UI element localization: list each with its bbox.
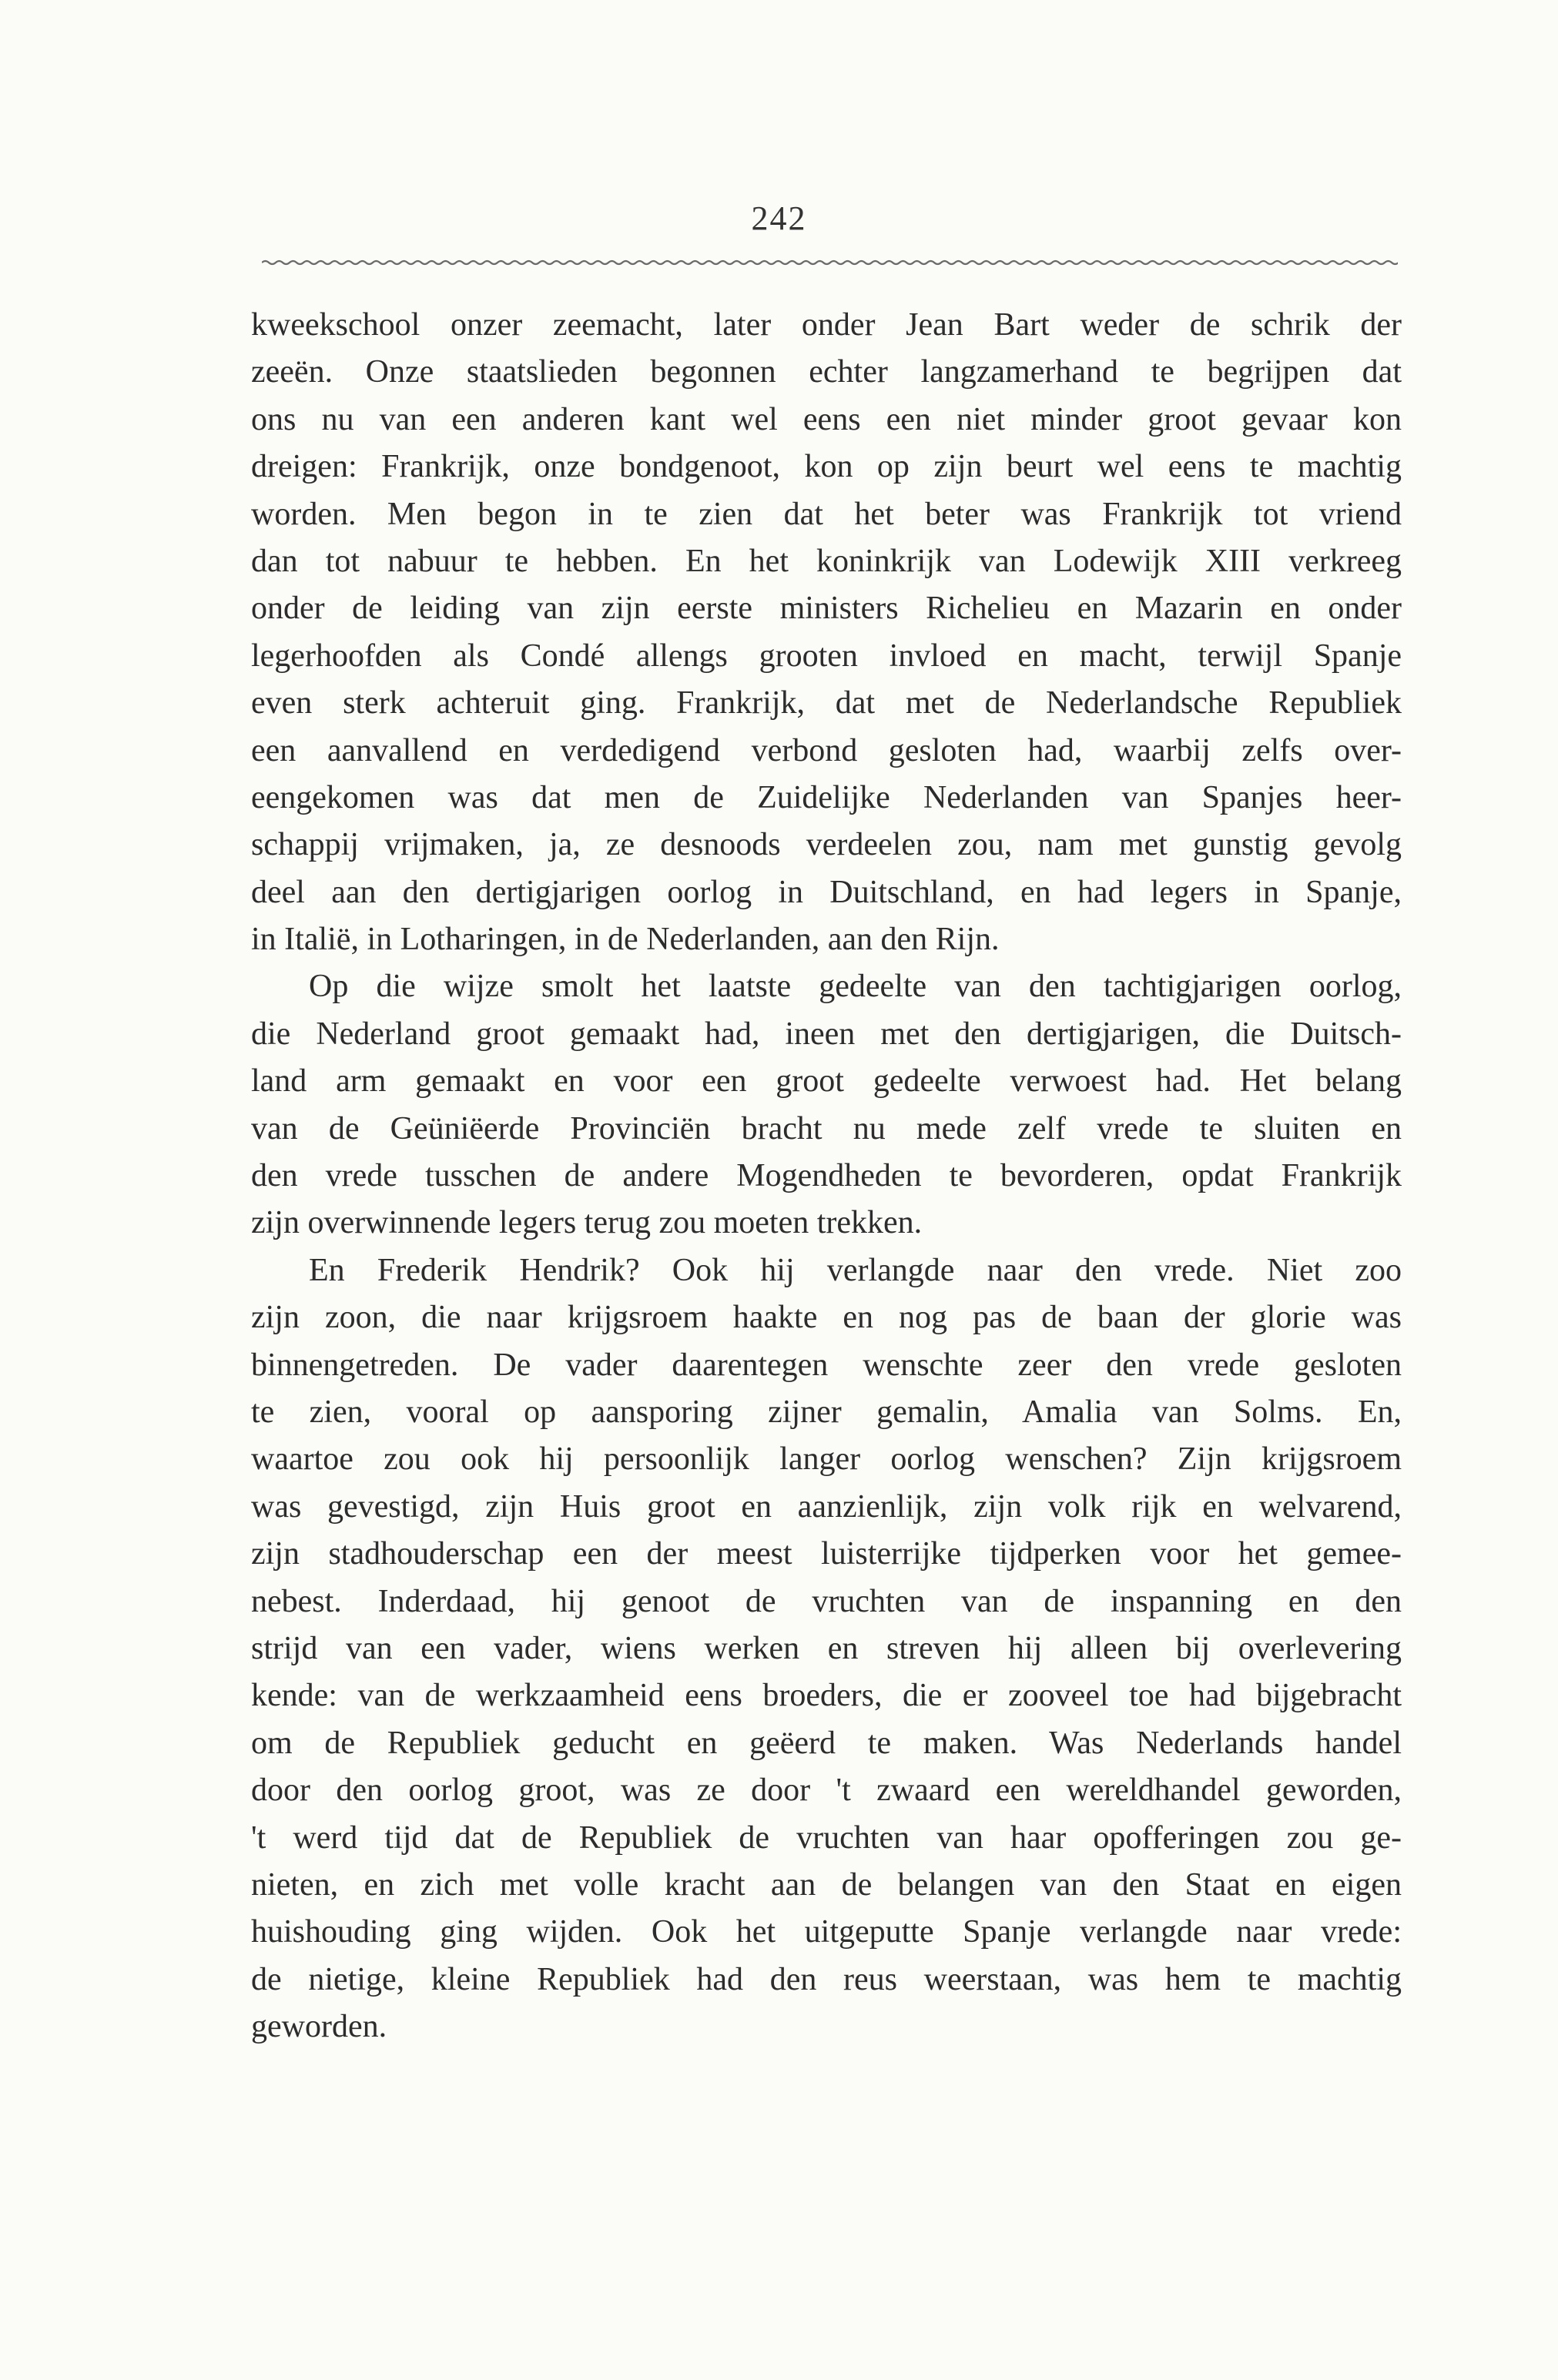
text-line: binnengetreden. De vader daarentegen wenschte zeer den vrede gesloten [251,1347,1402,1383]
text-line: te zien, vooral op aansporing zijner gemalin, Amalia van Solms. En, [251,1394,1402,1430]
text-line: huishouding ging wijden. Ook het uitgeputte Spanje verlangde naar vrede: [251,1914,1402,1950]
text-line: een aanvallend en verdedigend verbond gesloten had, waarbij zelfs over- [251,732,1402,768]
text-line: kende: van de werkzaamheid eens broeders, die er zooveel toe had bijgebracht [251,1678,1402,1714]
text-line: dan tot nabuur te hebben. En het koninkrijk van Lodewijk XIII verkreeg [251,543,1402,579]
text-line: deel aan den dertigjarigen oorlog in Duitschland, en had legers in Spanje, [251,874,1402,910]
text-line: ons nu van een anderen kant wel eens een niet minder groot gevaar kon [251,401,1402,437]
text-line: nebest. Inderdaad, hij genoot de vruchten van de inspanning en den [251,1583,1402,1619]
text-line: om de Republiek geducht en geëerd te maken. Was Nederlands handel [251,1725,1402,1761]
text-line: was gevestigd, zijn Huis groot en aanzienlijk, zijn volk rijk en welvarend, [251,1488,1402,1525]
text-line: zijn zoon, die naar krijgsroem haakte en nog pas de baan der glorie was [251,1300,1402,1336]
text-line: strijd van een vader, wiens werken en streven hij alleen bij overlevering [251,1630,1402,1666]
text-line: dreigen: Frankrijk, onze bondgenoot, kon op zijn beurt wel eens te machtig [251,449,1402,485]
paragraph [251,963,1402,1247]
ornamental-wavy-rule [262,254,1398,271]
paragraph [251,302,1402,963]
text-line: nieten, en zich met volle kracht aan de belangen van den Staat en eigen [251,1866,1402,1903]
text-line: land arm gemaakt en voor een groot gedeelte verwoest had. Het belang [251,1063,1402,1100]
text-line: waartoe zou ook hij persoonlijk langer oorlog wenschen? Zijn krijgsroem [251,1441,1402,1478]
text-line: onder de leiding van zijn eerste ministers Richelieu en Mazarin en onder [251,591,1402,627]
text-line: van de Geüniëerde Provinciën bracht nu mede zelf vrede te sluiten en [251,1110,1402,1146]
text-line: de nietige, kleine Republiek had den reus weerstaan, was hem te machtig [251,1961,1402,1997]
text-line: door den oorlog groot, was ze door 't zwaard een wereldhandel geworden, [251,1772,1402,1809]
text-line: zijn stadhouderschap een der meest luisterrijke tijdperken voor het gemee- [251,1536,1402,1572]
text-line: schappij vrijmaken, ja, ze desnoods verdeelen zou, nam met gunstig gevolg [251,827,1402,863]
text-line: die Nederland groot gemaakt had, ineen met den dertigjarigen, die Duitsch- [251,1016,1402,1052]
text-line: 't werd tijd dat de Republiek de vruchten van haar opofferingen zou ge- [251,1819,1402,1856]
text-line: zeeën. Onze staatslieden begonnen echter langzamerhand te begrijpen dat [251,354,1402,390]
text-line: kweekschool onzer zeemacht, later onder Jean Bart weder de schrik der [251,307,1402,343]
body-text [251,302,1402,2050]
text-line: geworden. [251,2009,387,2045]
text-line: in Italië, in Lotharingen, in de Nederlanden, aan den Rijn. [251,922,1000,958]
text-line: even sterk achteruit ging. Frankrijk, dat met de Nederlandsche Republiek [251,685,1402,721]
page-number: 242 [751,199,807,237]
text-line: legerhoofden als Condé allengs grooten invloed en macht, terwijl Spanje [251,638,1402,674]
text-line: zijn overwinnende legers terug zou moeten trekken. [251,1205,923,1241]
text-line: En Frederik Hendrik? Ook hij verlangde naar den vrede. Niet zoo [309,1252,1402,1288]
text-line: Op die wijze smolt het laatste gedeelte van den tachtigjarigen oorlog, [309,969,1402,1005]
paragraph [251,1247,1402,2051]
text-line: eengekomen was dat men de Zuidelijke Nederlanden van Spanjes heer- [251,779,1402,815]
text-line: den vrede tusschen de andere Mogendheden te bevorderen, opdat Frankrijk [251,1158,1402,1194]
text-line: worden. Men begon in te zien dat het beter was Frankrijk tot vriend [251,496,1402,532]
